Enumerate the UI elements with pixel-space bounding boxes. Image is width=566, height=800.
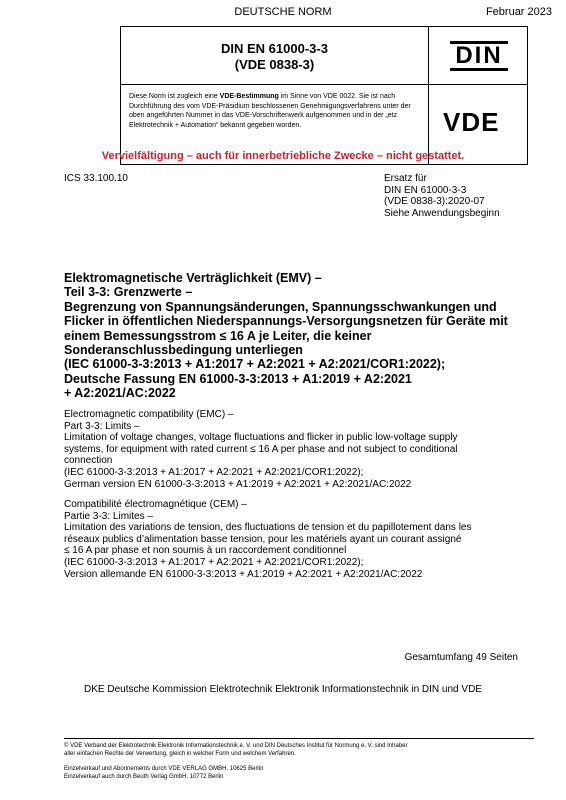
distribution-line: Einzelverkauf auch durch Beuth Verlag GmbH, 10772 Berlin: [64, 774, 224, 780]
title-de-line: einem Bemessungsstrom ≤ 16 A je Leiter, die keiner: [64, 328, 372, 343]
din-logo: DIN: [450, 41, 508, 71]
title-fr-line: Partie 3-3: Limites –: [64, 510, 153, 522]
title-fr-line: réseaux publics d’alimentation basse tension, pour les matériels ayant un courant assigné: [64, 533, 462, 545]
title-de-line: Sonderanschlussbedingung unterliegen: [64, 343, 303, 358]
standard-number: DIN EN 61000-3-3: [221, 41, 328, 56]
dke-line: DKE Deutsche Kommission Elektrotechnik Elektronik Informationstechnik in DIN und VDE: [84, 684, 482, 695]
title-de-line: + A2:2021/AC:2022: [64, 386, 176, 401]
title-en-line: (IEC 61000-3-3:2013 + A1:2017 + A2:2021 + A2:2021/COR1:2022);: [64, 466, 364, 478]
issue-date: Februar 2023: [485, 6, 552, 18]
replacement-note: [384, 173, 500, 219]
title-de-line: Elektromagnetische Verträglichkeit (EMV) –: [64, 271, 322, 285]
replacement-line: Ersatz für: [384, 173, 427, 184]
title-german: [64, 271, 534, 401]
reproduction-warning: Vervielfältigung – auch für innerbetriebliche Zwecke – nicht gestattet.: [101, 150, 465, 162]
title-de-line: Begrenzung von Spannungsänderungen, Spannungsschwankungen und: [64, 299, 497, 314]
copyright-line: aller einfachen Rechte der Verwertung, gleich in welcher Form und welchem Verfahren.: [64, 751, 296, 757]
title-french: [64, 499, 534, 580]
title-fr-line: Version allemande EN 61000-3-3:2013 + A1:2019 + A2:2021 + A2:2021/AC:2022: [64, 568, 423, 580]
title-en-line: Electromagnetic compatibility (EMC) –: [64, 409, 234, 420]
title-fr-line: Compatibilité électromagnétique (CEM) –: [64, 499, 247, 510]
title-de-line: Deutsche Fassung EN 61000-3-3:2013 + A1:2019 + A2:2021: [64, 371, 412, 386]
title-en-line: connection: [64, 455, 113, 467]
title-en-line: systems, for equipment with rated current ≤ 16 A per phase and not subject to conditional: [64, 443, 458, 455]
vde-statement-end: im Sinne von VDE 0022. Sie ist nach Durchführung des vom VDE-Präsidium beschlossenen Genehmigungsverfahrens unter der oben angeführten Nummer in das VDE-Vorschriftenwerk aufgenommen und in der „etz Elektrotechnik + Automation“ bekannt gegeben worden.: [129, 93, 411, 129]
vde-logo: VDE: [443, 107, 500, 137]
total-pages: Gesamtumfang 49 Seiten: [404, 652, 518, 663]
title-de-line: (IEC 61000-3-3:2013 + A1:2017 + A2:2021 + A2:2021/COR1:2022);: [64, 357, 446, 372]
copyright-notice: [64, 742, 504, 758]
standard-number-cell: [121, 27, 429, 85]
title-de-line: Teil 3-3: Grenzwerte –: [64, 285, 193, 300]
title-en-line: Part 3-3: Limits –: [64, 420, 140, 432]
vde-classification: (VDE 0838-3): [234, 57, 315, 72]
replacement-line: (VDE 0838-3):2020-07: [384, 196, 485, 207]
vde-statement-start: Diese Norm ist zugleich eine: [129, 93, 220, 100]
title-de-line: Flicker in öffentlichen Niederspannungs-Versorgungsnetzen für Geräte mit: [64, 314, 508, 329]
title-en-line: German version EN 61000-3-3:2013 + A1:2019 + A2:2021 + A2:2021/AC:2022: [64, 478, 412, 490]
title-fr-line: Limitation des variations de tension, des fluctuations de tension et du papillotement dans les: [64, 522, 472, 534]
replacement-line: Siehe Anwendungsbeginn: [384, 207, 500, 219]
title-english: [64, 409, 534, 490]
standard-header-box: [120, 26, 528, 165]
ics-code: ICS 33.100.10: [64, 173, 128, 184]
title-en-line: Limitation of voltage changes, voltage fluctuations and flicker in public low-voltage supply: [64, 432, 458, 444]
replacement-line: DIN EN 61000-3-3: [384, 184, 467, 196]
norm-type-label: DEUTSCHE NORM: [234, 6, 332, 18]
title-fr-line: ≤ 16 A par phase et non soumis à un raccordement conditionnel: [64, 545, 347, 557]
footer-divider: [64, 738, 534, 739]
distribution-line: Einzelverkauf und Abonnements durch VDE VERLAG GMBH, 10625 Berlin: [64, 766, 264, 772]
copyright-line: © VDE Verband der Elektrotechnik Elektronik Informationstechnik e. V. und DIN Deutsches Institut für Normung e. V. sind Inhaber: [64, 743, 408, 749]
title-fr-line: (IEC 61000-3-3:2013 + A1:2017 + A2:2021 + A2:2021/COR1:2022);: [64, 556, 364, 568]
vde-statement-bold: VDE-Bestimmung: [219, 93, 279, 100]
distribution-note: [64, 765, 263, 781]
din-logo-cell: [429, 27, 528, 85]
